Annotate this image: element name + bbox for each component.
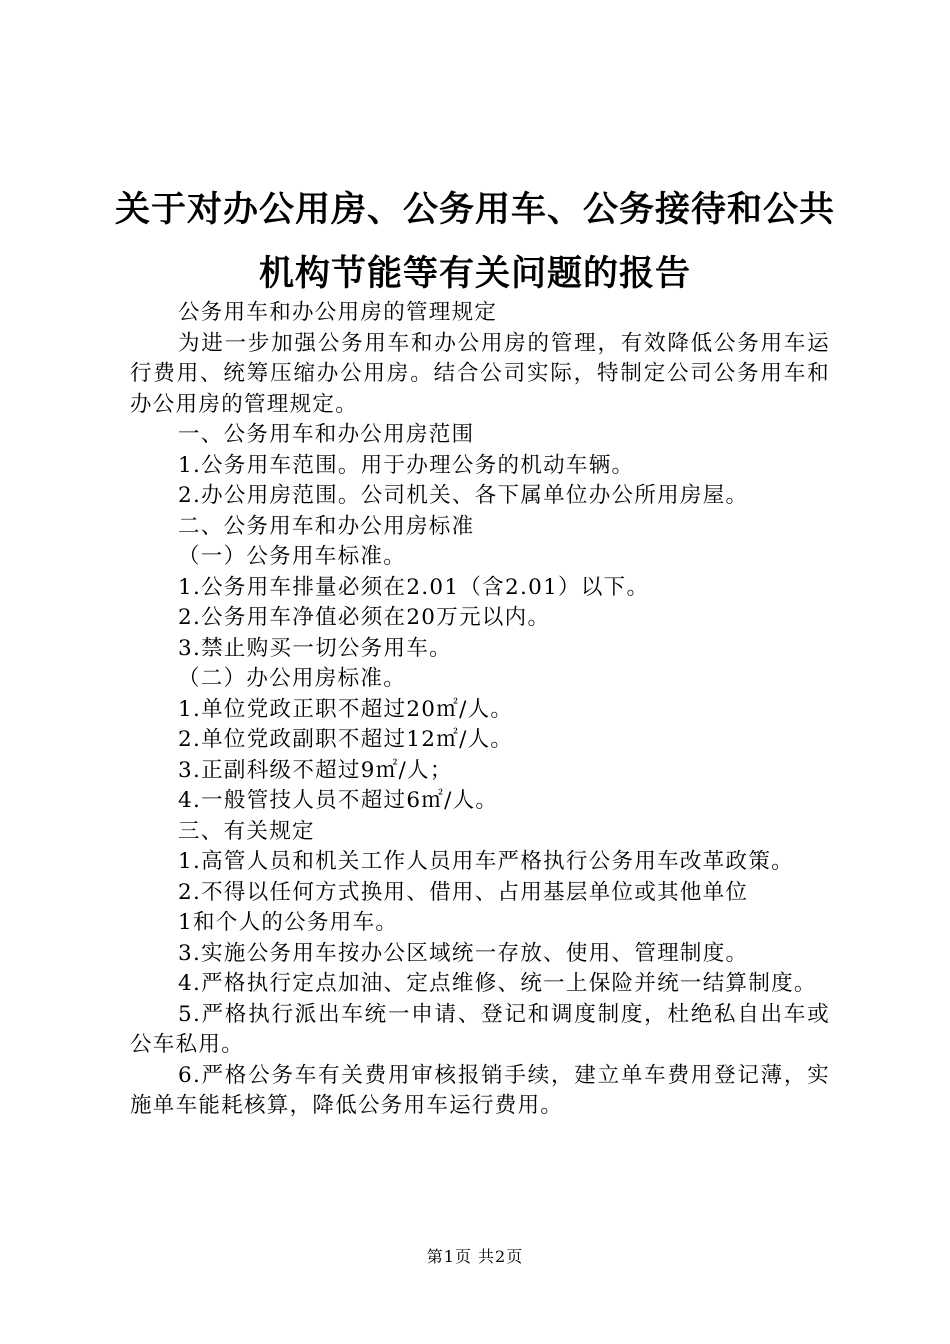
title-line-2: 机构节能等有关问题的报告 [258, 254, 691, 294]
list-item: 2.单位党政副职不超过12㎡/人。 [178, 727, 514, 752]
subsection-heading: （一）公务用车标准。 [178, 544, 407, 569]
section-heading: 三、有关规定 [178, 818, 315, 844]
section-heading: 一、公务用车和办公用房范围 [178, 422, 475, 447]
page-footer: 第1页 共2页 [426, 1247, 524, 1266]
list-item: 1.公务用车范围。用于办理公务的机动车辆。 [178, 452, 635, 478]
paragraph: 为进一步加强公务用车和办公用房的管理，有效降低公务用车运行费用、统筹压缩办公用房。结合公司实际，特制定公司公务用车和办公用房的管理规定。 [130, 330, 830, 417]
document-body [130, 298, 830, 1122]
list-item: 4.严格执行定点加油、定点维修、统一上保险并统一结算制度。 [178, 971, 817, 996]
document-title [110, 178, 840, 306]
list-item: 5.严格执行派出车统一申请、登记和调度制度，杜绝私自出车或公车私用。 [130, 1001, 830, 1057]
list-item: 1.高管人员和机关工作人员用车严格执行公务用车改革政策。 [178, 849, 794, 874]
list-item: 2.办公用房范围。公司机关、各下属单位办公所用房屋。 [178, 483, 749, 508]
list-item: 3.实施公务用车按办公区域统一存放、使用、管理制度。 [178, 940, 749, 966]
list-item: 2.公务用车净值必须在20万元以内。 [178, 605, 551, 630]
list-item: 3.正副科级不超过9㎡/人； [178, 757, 453, 783]
list-item: 4.一般管技人员不超过6㎡/人。 [178, 788, 499, 813]
list-item: 3.禁止购买一切公务用车。 [178, 635, 452, 661]
list-item: 1和个人的公务用车。 [178, 910, 399, 935]
subsection-heading: （二）办公用房标准。 [178, 666, 407, 691]
list-item: 1.单位党政正职不超过20㎡/人。 [178, 696, 514, 722]
title-line-1: 关于对办公用房、公务用车、公务接待和公共 [114, 190, 835, 230]
list-item: 1.公务用车排量必须在2.01（含2.01）以下。 [178, 574, 650, 600]
paragraph: 公务用车和办公用房的管理规定 [178, 300, 498, 325]
section-heading: 二、公务用车和办公用房标准 [178, 513, 475, 539]
list-item: 6.严格公务车有关费用审核报销手续，建立单车费用登记薄，实施单车能耗核算，降低公务用车运行费用。 [130, 1062, 830, 1118]
list-item: 2.不得以任何方式换用、借用、占用基层单位或其他单位 [178, 879, 749, 905]
